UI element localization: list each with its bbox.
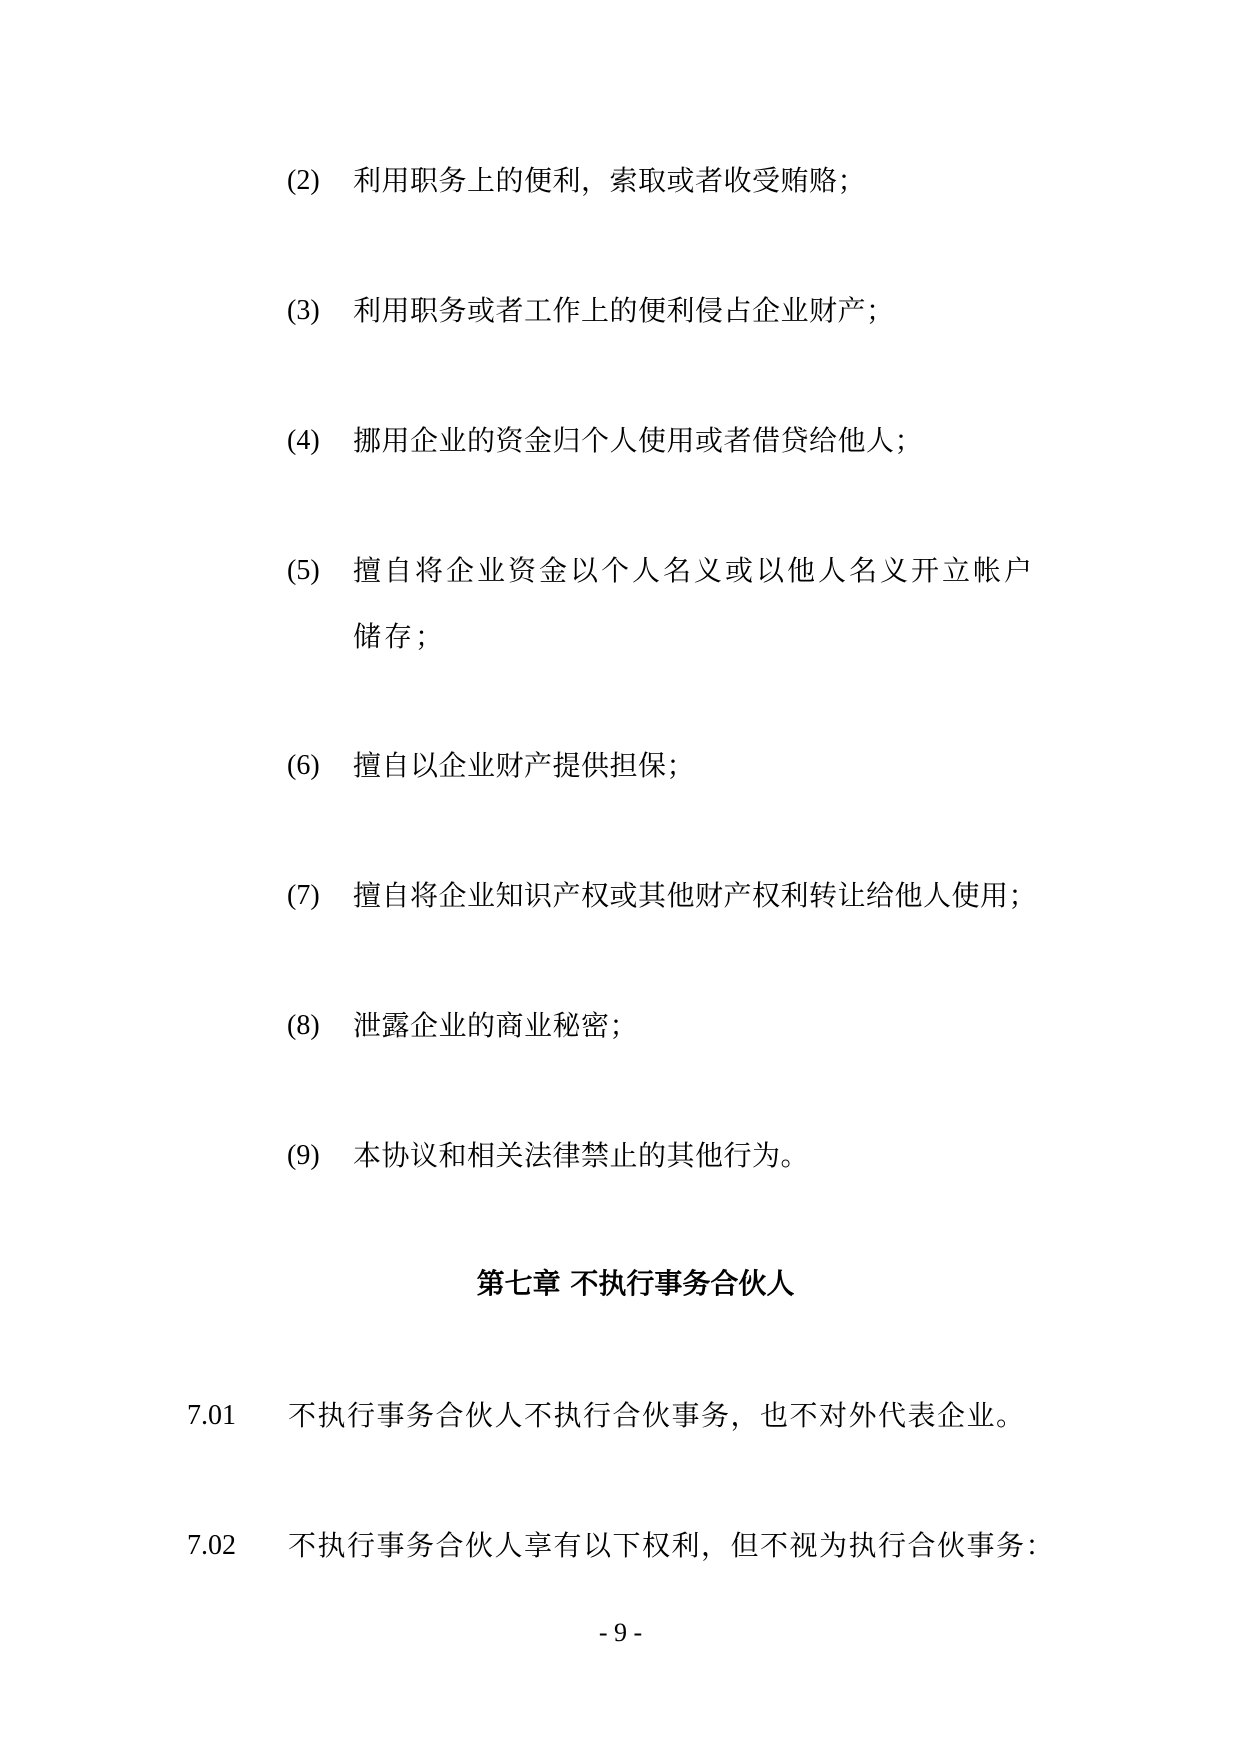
list-item-number: (3) — [287, 295, 320, 326]
list-item-number: (4) — [287, 425, 320, 456]
list-item-number: (6) — [287, 750, 320, 781]
clause-text: 不执行事务合伙人不执行合伙事务，也不对外代表企业。 — [288, 1399, 1026, 1432]
list-item-number: (9) — [287, 1140, 320, 1171]
list-item-text: 擅自将企业资金以个人名义或以他人名义开立帐户储存； — [353, 554, 1036, 653]
list-item-text: 利用职务或者工作上的便利侵占企业财产； — [353, 294, 895, 327]
list-item-number: (8) — [287, 1010, 320, 1041]
list-item-number: (5) — [287, 555, 320, 586]
clause-number: 7.01 — [187, 1400, 236, 1431]
list-item-number: (7) — [287, 880, 320, 911]
clause-number: 7.02 — [187, 1530, 236, 1561]
list-item-text: 擅自将企业知识产权或其他财产权利转让给他人使用； — [353, 879, 1038, 912]
list-item-text: 利用职务上的便利，索取或者收受贿赂； — [353, 164, 867, 197]
chapter-heading: 第七章 不执行事务合伙人 — [476, 1267, 795, 1300]
page-number: - 9 - — [598, 1618, 643, 1647]
clause-text: 不执行事务合伙人享有以下权利，但不视为执行合伙事务： — [288, 1529, 1056, 1562]
list-item-text: 擅自以企业财产提供担保； — [353, 749, 696, 782]
list-item-text: 泄露企业的商业秘密； — [353, 1009, 639, 1042]
list-item-text: 本协议和相关法律禁止的其他行为。 — [353, 1139, 810, 1172]
list-item-number: (2) — [287, 165, 320, 196]
list-item-text: 挪用企业的资金归个人使用或者借贷给他人； — [353, 424, 924, 457]
